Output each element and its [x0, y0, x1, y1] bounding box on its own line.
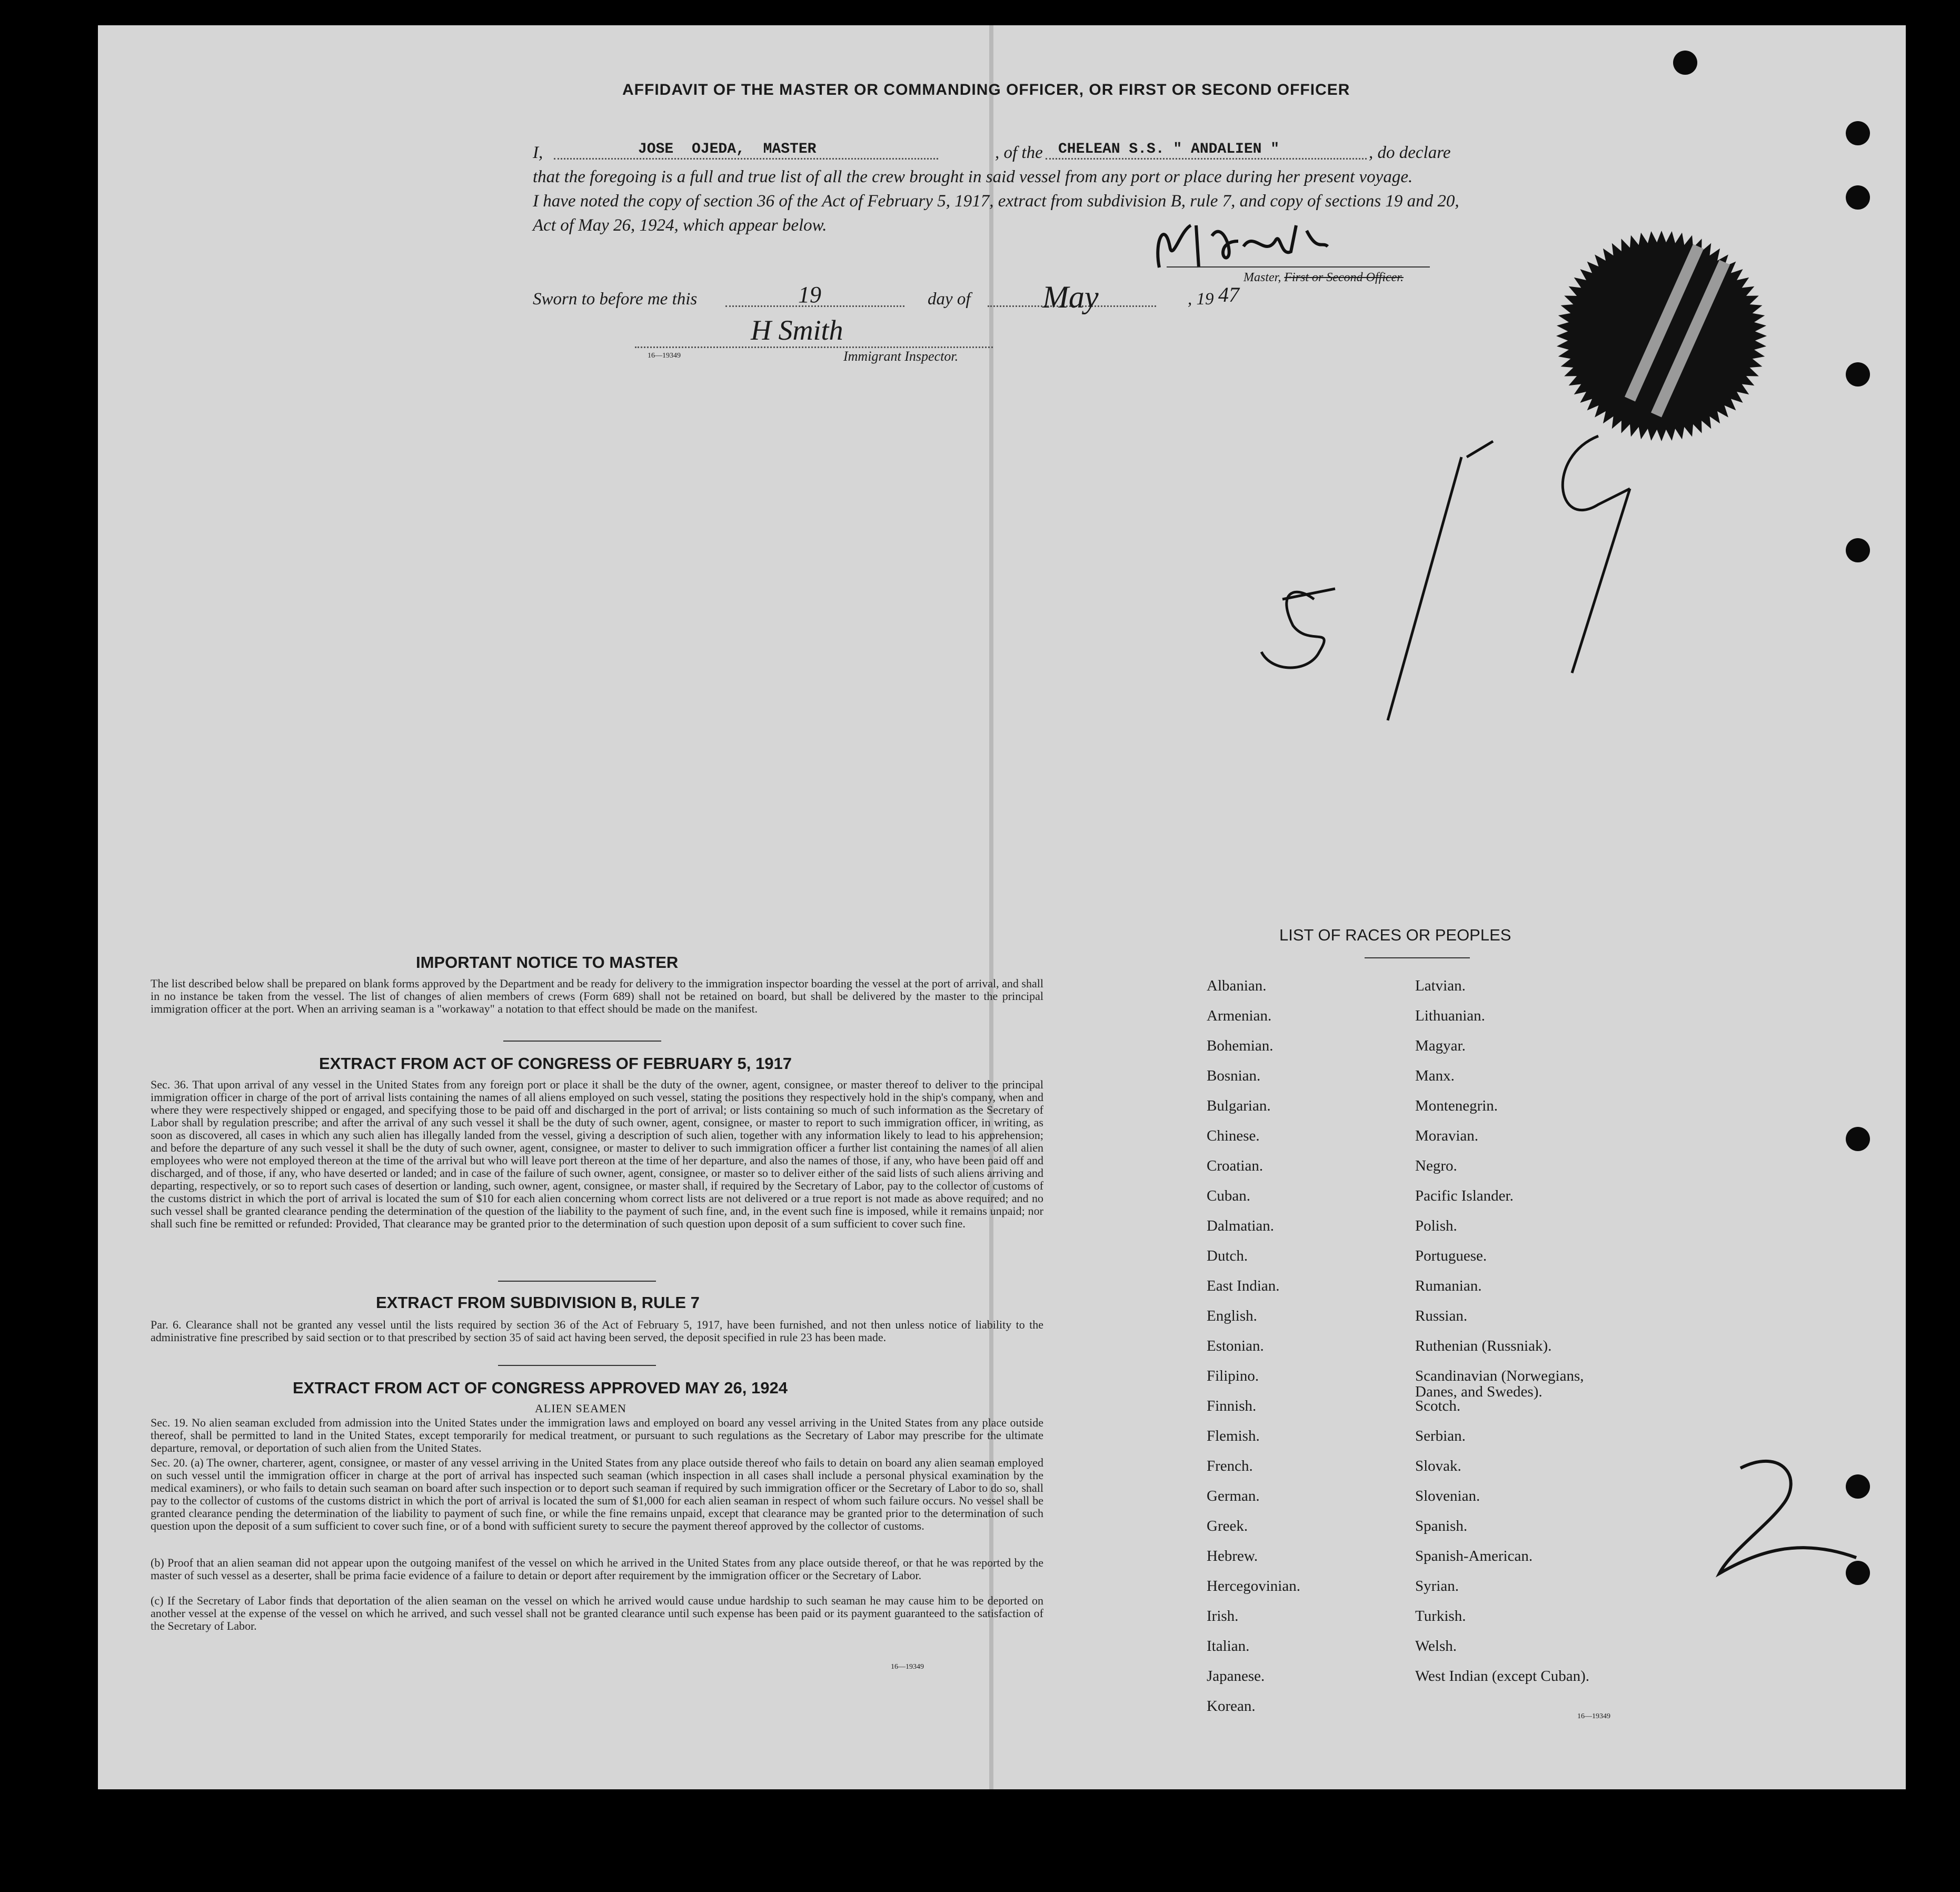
binder-hole	[1846, 1474, 1870, 1499]
handwritten-page-number	[1677, 1447, 1960, 1584]
extract-1917-body: Sec. 36. That upon arrival of any vessel in the United States from any foreign port or place it shall be the duty of the owner, agent, consignee, or master thereof to deliver to the principal immigration officer in charge of the port of arrival lists containing the names of all aliens employed on such vessel, stating the positions they respectively hold in the ship's company, when and where they were respectively shipped or engaged, and specifying those to be paid off and discharged in the port of arrival; or lists containing so much of such information as the Secretary of Labor shall by regulation prescribe; and after the arrival of any such vessel it shall be the duty of such owner, agent, consignee, or master to report to such immigration officer, in writing, as soon as discovered, all cases in which any such alien has illegally landed from the vessel, giving a description of such alien, together with any information likely to lead to his apprehension; and before the departure of any such vessel it shall be the duty of such owner, agent, consignee, or master to deliver to such immigration officer a further list containing the names of all alien employees who were not employed thereon at the time of the arrival but who will leave port thereon at the time of her departure, and also the names of those, if any, who have been paid off and discharged, and of those, if any, who have deserted or landed; and in case of the failure of such owner, agent, consignee, or master so to deliver either of the said lists of such aliens arriving and departing, respectively, or so to report such cases of desertion or landing, such owner, agent, consignee, or master shall, if required by the Secretary of Labor, pay to the collector of customs of the customs district in which the port of arrival is located the sum of $10 for each alien concerning whom correct lists are not delivered or a true report is not made as above required; and no such vessel shall be granted clearance pending the determination of the question of the liability to the payment of such fine, and, in the event such fine is imposed, while it remains unpaid; nor shall such fine be remitted or refunded: Provided, That clearance may be granted prior to the determination of such question upon deposit of a sum sufficient to cover such fine.	[151, 1078, 1043, 1230]
binder-hole	[1846, 121, 1870, 145]
affidavit-i-label: I,	[533, 143, 543, 162]
race-item: Danes, and Swedes).	[1415, 1383, 1543, 1400]
document-sheet	[98, 25, 1906, 1789]
divider-2	[498, 1281, 656, 1282]
affidavit-line-3: I have noted the copy of section 36 of the Act of February 5, 1917, extract from subdivision B, rule 7, and copy of sections 19 and 20,	[533, 192, 1459, 211]
sec20c-text: (c) If the Secretary of Labor finds that deportation of the alien seaman on the vessel on which he arrived would cause undue hardship to such seaman he may cause him to be deported on another vessel at the expense of the vessel on which he arrived, and such vessel shall not be granted clearance until such expense has been paid or its payment guaranteed to the satisfaction of the Secretary of Labor.	[151, 1594, 1043, 1632]
sworn-day: 19	[798, 282, 821, 308]
of-the-label: , of the	[995, 143, 1043, 162]
binder-hole	[1846, 362, 1870, 387]
race-item: Moravian.	[1415, 1127, 1478, 1144]
race-item: Russian.	[1415, 1307, 1468, 1324]
race-item: Hebrew.	[1207, 1548, 1258, 1564]
sworn-year: 47	[1218, 283, 1239, 306]
extract-rule7-title: EXTRACT FROM SUBDIVISION B, RULE 7	[376, 1293, 700, 1312]
master-name: JOSE OJEDA, MASTER	[638, 141, 817, 157]
race-item: German.	[1207, 1488, 1260, 1504]
notary-seal	[1551, 225, 1772, 447]
race-item: Slovak.	[1415, 1458, 1461, 1474]
do-declare-label: , do declare	[1369, 143, 1451, 162]
race-item: Hercegovinian.	[1207, 1578, 1300, 1594]
race-item: Dutch.	[1207, 1247, 1248, 1264]
race-item: Greek.	[1207, 1518, 1248, 1534]
race-item: West Indian (except Cuban).	[1415, 1668, 1590, 1685]
race-item: Polish.	[1415, 1217, 1457, 1234]
races-title: LIST OF RACES OR PEOPLES	[1279, 926, 1511, 944]
race-item: East Indian.	[1207, 1277, 1280, 1294]
notice-body: The list described below shall be prepared on blank forms approved by the Department and be ready for delivery to the immigration inspector boarding the vessel at the port of arrival, and shall in no instance be taken from the vessel. The list of changes of alien members of crews (Form 689) shall not be retained on board, but shall be delivered by the master to the principal immigration officer at the port. When an arriving seaman is a "workaway" a notation to that effect should be made on the manifest.	[151, 977, 1043, 1015]
race-item: Rumanian.	[1415, 1277, 1482, 1294]
race-item: Serbian.	[1415, 1428, 1466, 1444]
alien-seamen-subtitle: ALIEN SEAMEN	[535, 1402, 626, 1415]
race-item: Negro.	[1415, 1157, 1457, 1174]
race-item: Turkish.	[1415, 1608, 1466, 1624]
binder-hole	[1846, 1561, 1870, 1585]
affidavit-line-4: Act of May 26, 1924, which appear below.	[533, 216, 827, 235]
race-item: Pacific Islander.	[1415, 1187, 1514, 1204]
binder-hole	[1846, 185, 1870, 210]
race-item: Ruthenian (Russniak).	[1415, 1338, 1552, 1354]
binder-hole	[1673, 51, 1697, 75]
handwritten-date-note	[1230, 425, 1704, 857]
affidavit-line-2: that the foregoing is a full and true list of all the crew brought in said vessel from any port or place during her present voyage.	[533, 167, 1413, 186]
race-item: Bosnian.	[1207, 1067, 1261, 1084]
inspector-signature: H Smith	[751, 314, 843, 346]
race-item: Welsh.	[1415, 1638, 1457, 1655]
inspector-caption: Immigrant Inspector.	[843, 349, 959, 364]
race-item: English.	[1207, 1307, 1257, 1324]
race-item: Latvian.	[1415, 977, 1466, 994]
notice-title: IMPORTANT NOTICE TO MASTER	[416, 953, 679, 972]
race-item: Bohemian.	[1207, 1037, 1273, 1054]
day-of-label: day of	[928, 290, 971, 309]
race-item: Portuguese.	[1415, 1247, 1487, 1264]
race-item: Japanese.	[1207, 1668, 1265, 1685]
inspector-line	[635, 346, 993, 348]
race-item: Manx.	[1415, 1067, 1455, 1084]
race-item: Armenian.	[1207, 1007, 1272, 1024]
races-title-rule	[1365, 957, 1470, 958]
race-item: Albanian.	[1207, 977, 1267, 994]
sec20b-text: (b) Proof that an alien seaman did not appear upon the outgoing manifest of the vessel on which he arrived in the United States from any place outside thereof, or that he was reported by the master of such vessel as a deserter, shall be prima facie evidence of a failure to detain or deport after requirement by the immigration officer or the Secretary of Labor.	[151, 1556, 1043, 1582]
race-item: Lithuanian.	[1415, 1007, 1485, 1024]
sec20a-text: Sec. 20. (a) The owner, charterer, agent, consignee, or master of any vessel arriving in the United States from any place outside thereof who fails to detain on board any alien seaman employed on such vessel until the immigration officer in charge at the port of arrival has inspected such seaman (which inspection in all cases shall include a personal physical examination by the medical examiners), or who fails to detain such seaman on board after such inspection or to deport such seaman if required by such immigration officer or the Secretary of Labor to do so, shall pay to the collector of customs of the customs district in which the port of arrival is located the sum of $1,000 for each alien seaman in respect of whom such failure occurs. No vessel shall be granted clearance pending the determination of the liability to payment of such fine, or while the fine remains unpaid, except that clearance may be granted prior to the determination of such question upon the deposit of a sum sufficient to cover such fine, or of a bond with sufficient surety to secure the payment thereof approved by the collector of customs.	[151, 1456, 1043, 1532]
binder-hole	[1846, 538, 1870, 562]
extract-rule7-body: Par. 6. Clearance shall not be granted any vessel until the lists required by section 36 of the Act of February 5, 1917, have been furnished, and not then unless notice of liability to the administrative fine prescribed by said section or to that prescribed by section 35 of said act having been served, the deposit specified in rule 23 has been made.	[151, 1318, 1043, 1344]
year-prefix: , 19	[1188, 290, 1214, 309]
race-item: Chinese.	[1207, 1127, 1260, 1144]
master-caption: Master, First or Second Officer.	[1243, 271, 1404, 284]
race-item: Filipino.	[1207, 1368, 1259, 1384]
race-item: Dalmatian.	[1207, 1217, 1275, 1234]
race-item: Irish.	[1207, 1608, 1239, 1624]
race-item: Syrian.	[1415, 1578, 1459, 1594]
race-item: Estonian.	[1207, 1338, 1264, 1354]
binder-hole	[1846, 1127, 1870, 1151]
extract-1917-title: EXTRACT FROM ACT OF CONGRESS OF FEBRUARY 5, 1917	[319, 1054, 792, 1073]
master-signature-line	[1167, 266, 1430, 268]
race-item: Spanish-American.	[1415, 1548, 1533, 1564]
extract-form-number: 16—19349	[891, 1663, 924, 1671]
race-item: French.	[1207, 1458, 1253, 1474]
race-item: Magyar.	[1415, 1037, 1466, 1054]
affidavit-form-number: 16—19349	[648, 352, 681, 360]
race-item: Cuban.	[1207, 1187, 1250, 1204]
race-item: Montenegrin.	[1415, 1097, 1498, 1114]
name-line	[554, 158, 938, 160]
race-item: Scotch.	[1415, 1398, 1461, 1414]
race-item: Scandinavian (Norwegians,	[1415, 1368, 1584, 1384]
sworn-month: May	[1042, 280, 1099, 314]
race-item: Italian.	[1207, 1638, 1250, 1655]
affidavit-title: AFFIDAVIT OF THE MASTER OR COMMANDING OFFICER, OR FIRST OR SECOND OFFICER	[622, 81, 1350, 98]
race-item: Slovenian.	[1415, 1488, 1480, 1504]
race-item: Korean.	[1207, 1698, 1256, 1715]
races-form-number: 16—19349	[1577, 1712, 1610, 1720]
vessel-line	[1046, 158, 1367, 160]
race-item: Croatian.	[1207, 1157, 1263, 1174]
race-item: Finnish.	[1207, 1398, 1257, 1414]
sworn-label: Sworn to before me this	[533, 290, 698, 309]
vessel-name: CHELEAN S.S. " ANDALIEN "	[1058, 141, 1280, 157]
divider-1	[503, 1041, 661, 1042]
sec19-text: Sec. 19. No alien seaman excluded from admission into the United States under the immigration laws and employed on board any vessel arriving in the United States from any place outside thereof, shall be permitted to land in the United States, except temporarily for medical treatment, or pursuant to such regulations as the Secretary of Labor may prescribe for the ultimate departure, removal, or deportation of such alien from the United States.	[151, 1416, 1043, 1454]
race-item: Flemish.	[1207, 1428, 1260, 1444]
divider-3	[498, 1365, 656, 1366]
race-item: Bulgarian.	[1207, 1097, 1271, 1114]
extract-1924-title: EXTRACT FROM ACT OF CONGRESS APPROVED MAY 26, 1924	[293, 1379, 788, 1397]
race-item: Spanish.	[1415, 1518, 1468, 1534]
